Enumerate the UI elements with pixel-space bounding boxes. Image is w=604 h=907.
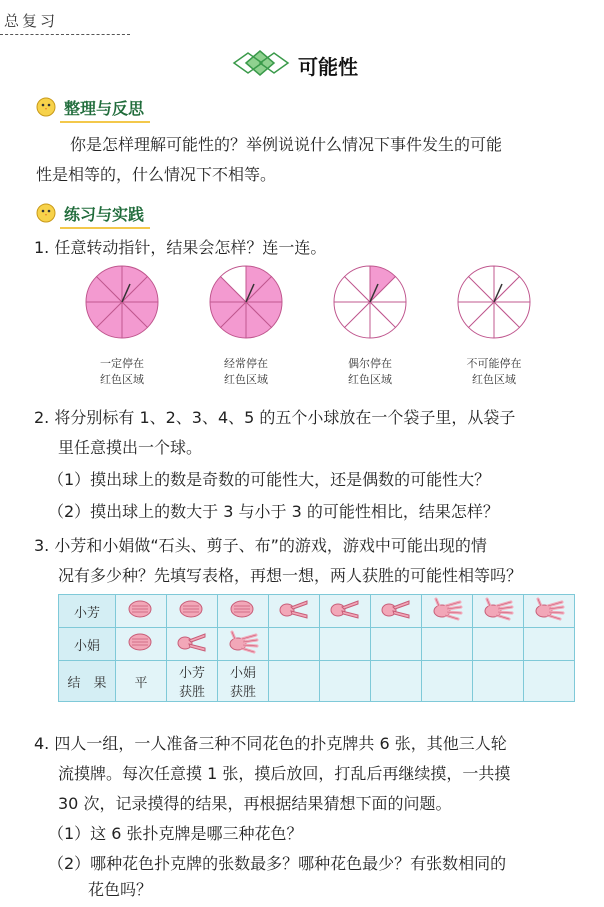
scissors-hand-icon <box>328 597 362 621</box>
rock-hand-icon <box>175 597 209 621</box>
question-4-sub1: （1）这 6 张扑克牌是哪三种花色？ <box>48 824 303 843</box>
diamond-title-icon <box>232 48 290 78</box>
empty-cell[interactable] <box>371 628 422 661</box>
empty-cell[interactable] <box>473 628 524 661</box>
rock-hand-icon <box>124 597 158 621</box>
spinner-label-1-line1: 一定停在 <box>100 357 144 370</box>
scissors-hand-icon <box>277 597 311 621</box>
spinner-label-2-line2: 红色区域 <box>224 373 268 386</box>
empty-cell[interactable] <box>473 661 524 702</box>
question-3-line1: 3. 小芳和小娟做“石头、剪子、布”的游戏，游戏中可能出现的情 <box>34 536 487 555</box>
hand-cell <box>116 628 167 661</box>
spinner-label-2 <box>201 356 291 388</box>
table-row-result <box>59 661 575 702</box>
spinner-2 <box>206 262 286 342</box>
row-head-xiaofang: 小芳 <box>59 595 116 628</box>
result-cell-text: 小芳 <box>178 666 205 681</box>
chick-icon <box>34 200 58 224</box>
hand-cell <box>422 595 473 628</box>
scissors-hand-icon <box>175 630 209 654</box>
hand-cell <box>167 595 218 628</box>
empty-cell[interactable] <box>524 661 575 702</box>
hand-cell <box>116 595 167 628</box>
result-cell-text: 平 <box>134 675 148 691</box>
spinner-1 <box>82 262 162 342</box>
paper-hand-icon <box>532 597 566 621</box>
empty-cell[interactable] <box>320 661 371 702</box>
row-head-result: 结 果 <box>59 661 116 702</box>
paper-hand-icon <box>430 597 464 621</box>
spinner-label-4 <box>449 356 539 388</box>
table-row-xiaofang <box>59 595 575 628</box>
spinner-4 <box>454 262 534 342</box>
header-rule <box>0 34 130 35</box>
rock-hand-icon <box>124 630 158 654</box>
rps-table <box>58 594 575 702</box>
question-2-sub1: （1）摸出球上的数是奇数的可能性大，还是偶数的可能性大？ <box>48 470 491 489</box>
chapter-label: 总复习 <box>4 12 59 30</box>
result-cell-text: 获胜 <box>229 685 256 700</box>
empty-cell[interactable] <box>269 628 320 661</box>
hand-cell <box>473 595 524 628</box>
empty-cell[interactable] <box>269 661 320 702</box>
spinner-label-4-line2: 红色区域 <box>472 373 516 386</box>
hand-cell <box>218 595 269 628</box>
question-3-line2: 况有多少种？先填写表格，再想一想，两人获胜的可能性相等吗？ <box>58 566 523 585</box>
spinner-3 <box>330 262 410 342</box>
empty-cell[interactable] <box>371 661 422 702</box>
reflection-text-line2: 性是相等的，什么情况下不相等。 <box>36 165 277 184</box>
result-cell <box>218 661 269 702</box>
scissors-hand-icon <box>379 597 413 621</box>
hand-cell <box>524 595 575 628</box>
empty-cell[interactable] <box>422 661 473 702</box>
paper-hand-icon <box>226 630 260 654</box>
chick-icon <box>34 94 58 118</box>
hand-cell <box>167 628 218 661</box>
question-4-sub2-cont: 花色吗？ <box>88 880 153 899</box>
empty-cell[interactable] <box>320 628 371 661</box>
hand-cell <box>320 595 371 628</box>
empty-cell[interactable] <box>524 628 575 661</box>
spinner-label-3 <box>325 356 415 388</box>
question-4-line1: 4. 四人一组，一人准备三种不同花色的扑克牌共 6 张，其他三人轮 <box>34 734 507 753</box>
section-reflection-label: 整理与反思 <box>60 94 150 123</box>
result-cell <box>116 661 167 702</box>
result-cell-text: 获胜 <box>178 685 205 700</box>
question-2-line1: 2. 将分别标有 1、2、3、4、5 的五个小球放在一个袋子里，从袋子 <box>34 408 516 427</box>
result-cell-text: 小娟 <box>229 666 256 681</box>
row-head-xiaojuan: 小娟 <box>59 628 116 661</box>
result-cell <box>167 661 218 702</box>
question-2-line2: 里任意摸出一个球。 <box>58 438 203 457</box>
question-4-line3: 30 次，记录摸得的结果，再根据结果猜想下面的问题。 <box>58 794 452 813</box>
empty-cell[interactable] <box>422 628 473 661</box>
hand-cell <box>218 628 269 661</box>
spinner-label-2-line1: 经常停在 <box>224 357 268 370</box>
reflection-text-line1: 你是怎样理解可能性的？举例说说什么情况下事件发生的可能 <box>70 135 503 154</box>
page-title: 可能性 <box>298 55 358 79</box>
question-2-sub2: （2）摸出球上的数大于 3 与小于 3 的可能性相比，结果怎样？ <box>48 502 499 521</box>
spinner-label-3-line1: 偶尔停在 <box>348 357 392 370</box>
question-1-text: 1. 任意转动指针，结果会怎样？连一连。 <box>34 238 327 257</box>
hand-cell <box>269 595 320 628</box>
question-4-line2: 流摸牌。每次任意摸 1 张，摸后放回，打乱后再继续摸，一共摸 <box>58 764 511 783</box>
spinner-label-1 <box>77 356 167 388</box>
question-4-sub2: （2）哪种花色扑克牌的张数最多？哪种花色最少？有张数相同的 <box>48 854 507 873</box>
section-practice-label: 练习与实践 <box>60 200 150 229</box>
spinner-label-4-line1: 不可能停在 <box>466 357 522 370</box>
spinner-label-3-line2: 红色区域 <box>348 373 392 386</box>
rock-hand-icon <box>226 597 260 621</box>
spinner-label-1-line2: 红色区域 <box>100 373 144 386</box>
paper-hand-icon <box>481 597 515 621</box>
hand-cell <box>371 595 422 628</box>
table-row-xiaojuan <box>59 628 575 661</box>
